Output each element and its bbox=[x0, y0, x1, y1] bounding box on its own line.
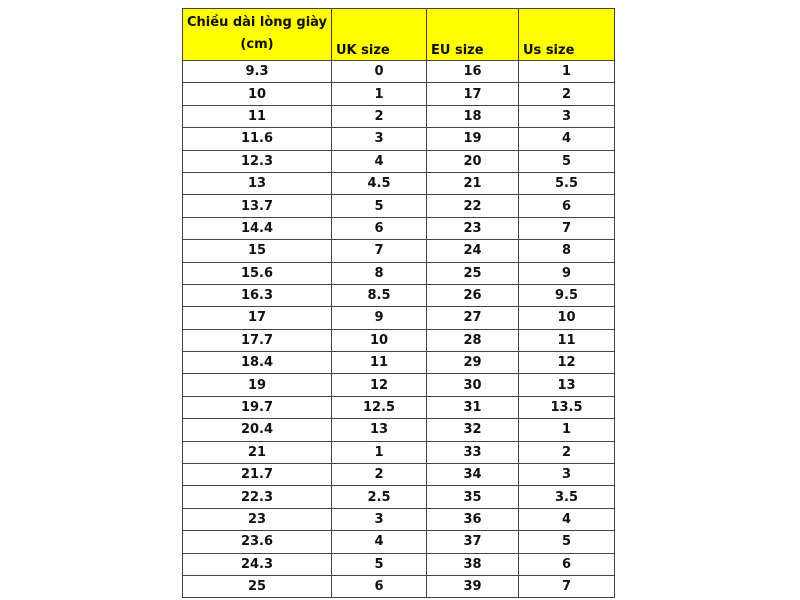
foot-length-cell: 12.3 bbox=[183, 150, 332, 172]
eu-size-cell: 37 bbox=[427, 531, 519, 553]
foot-length-cell: 14.4 bbox=[183, 217, 332, 239]
header-row bbox=[183, 9, 615, 61]
eu-size-cell: 20 bbox=[427, 150, 519, 172]
foot-length-cell: 11.6 bbox=[183, 128, 332, 150]
table-row bbox=[183, 195, 615, 217]
foot-length-cell: 19.7 bbox=[183, 396, 332, 418]
table-row bbox=[183, 329, 615, 351]
foot-length-cell: 13 bbox=[183, 172, 332, 194]
uk-size-cell: 9 bbox=[332, 307, 427, 329]
eu-size-cell: 26 bbox=[427, 284, 519, 306]
eu-size-cell: 17 bbox=[427, 83, 519, 105]
table-row bbox=[183, 486, 615, 508]
eu-size-cell: 22 bbox=[427, 195, 519, 217]
foot-length-cell: 13.7 bbox=[183, 195, 332, 217]
foot-length-cell: 23 bbox=[183, 508, 332, 530]
eu-size-cell: 28 bbox=[427, 329, 519, 351]
eu-size-cell: 16 bbox=[427, 61, 519, 83]
header-foot-length: Chiều dài lòng giày (cm) bbox=[183, 9, 332, 61]
table-row bbox=[183, 284, 615, 306]
uk-size-cell: 4 bbox=[332, 150, 427, 172]
us-size-cell: 4 bbox=[519, 128, 615, 150]
uk-size-cell: 5 bbox=[332, 553, 427, 575]
uk-size-cell: 8.5 bbox=[332, 284, 427, 306]
table-row bbox=[183, 464, 615, 486]
table-row bbox=[183, 262, 615, 284]
eu-size-cell: 25 bbox=[427, 262, 519, 284]
eu-size-cell: 24 bbox=[427, 240, 519, 262]
uk-size-cell: 0 bbox=[332, 61, 427, 83]
us-size-cell: 13.5 bbox=[519, 396, 615, 418]
uk-size-cell: 12.5 bbox=[332, 396, 427, 418]
foot-length-cell: 24.3 bbox=[183, 553, 332, 575]
table-row bbox=[183, 419, 615, 441]
eu-size-cell: 35 bbox=[427, 486, 519, 508]
table-row bbox=[183, 531, 615, 553]
table-row bbox=[183, 374, 615, 396]
uk-size-cell: 1 bbox=[332, 83, 427, 105]
table-row bbox=[183, 307, 615, 329]
us-size-cell: 7 bbox=[519, 575, 615, 597]
us-size-cell: 6 bbox=[519, 195, 615, 217]
foot-length-cell: 25 bbox=[183, 575, 332, 597]
eu-size-cell: 30 bbox=[427, 374, 519, 396]
table-row bbox=[183, 240, 615, 262]
us-size-cell: 9.5 bbox=[519, 284, 615, 306]
uk-size-cell: 11 bbox=[332, 352, 427, 374]
foot-length-cell: 16.3 bbox=[183, 284, 332, 306]
us-size-cell: 1 bbox=[519, 419, 615, 441]
table-row bbox=[183, 352, 615, 374]
uk-size-cell: 6 bbox=[332, 575, 427, 597]
uk-size-cell: 3 bbox=[332, 508, 427, 530]
foot-length-cell: 17.7 bbox=[183, 329, 332, 351]
uk-size-cell: 5 bbox=[332, 195, 427, 217]
header-uk-size: UK size bbox=[332, 9, 427, 61]
uk-size-cell: 2 bbox=[332, 464, 427, 486]
shoe-size-table bbox=[182, 8, 615, 598]
foot-length-cell: 15.6 bbox=[183, 262, 332, 284]
header-us-size: Us size bbox=[519, 9, 615, 61]
us-size-cell: 3 bbox=[519, 464, 615, 486]
foot-length-cell: 21 bbox=[183, 441, 332, 463]
foot-length-cell: 22.3 bbox=[183, 486, 332, 508]
eu-size-cell: 38 bbox=[427, 553, 519, 575]
uk-size-cell: 2.5 bbox=[332, 486, 427, 508]
table-row bbox=[183, 61, 615, 83]
eu-size-cell: 18 bbox=[427, 105, 519, 127]
foot-length-cell: 15 bbox=[183, 240, 332, 262]
table-row bbox=[183, 128, 615, 150]
table-row bbox=[183, 508, 615, 530]
us-size-cell: 8 bbox=[519, 240, 615, 262]
us-size-cell: 9 bbox=[519, 262, 615, 284]
foot-length-cell: 11 bbox=[183, 105, 332, 127]
table-row bbox=[183, 575, 615, 597]
eu-size-cell: 23 bbox=[427, 217, 519, 239]
uk-size-cell: 10 bbox=[332, 329, 427, 351]
us-size-cell: 2 bbox=[519, 83, 615, 105]
table-row bbox=[183, 553, 615, 575]
us-size-cell: 4 bbox=[519, 508, 615, 530]
us-size-cell: 6 bbox=[519, 553, 615, 575]
table-row bbox=[183, 83, 615, 105]
eu-size-cell: 31 bbox=[427, 396, 519, 418]
foot-length-cell: 10 bbox=[183, 83, 332, 105]
us-size-cell: 5.5 bbox=[519, 172, 615, 194]
eu-size-cell: 39 bbox=[427, 575, 519, 597]
eu-size-cell: 21 bbox=[427, 172, 519, 194]
header-eu-size: EU size bbox=[427, 9, 519, 61]
us-size-cell: 11 bbox=[519, 329, 615, 351]
eu-size-cell: 36 bbox=[427, 508, 519, 530]
table-row bbox=[183, 396, 615, 418]
uk-size-cell: 7 bbox=[332, 240, 427, 262]
foot-length-cell: 19 bbox=[183, 374, 332, 396]
eu-size-cell: 19 bbox=[427, 128, 519, 150]
eu-size-cell: 33 bbox=[427, 441, 519, 463]
foot-length-cell: 17 bbox=[183, 307, 332, 329]
uk-size-cell: 4 bbox=[332, 531, 427, 553]
uk-size-cell: 1 bbox=[332, 441, 427, 463]
us-size-cell: 3 bbox=[519, 105, 615, 127]
us-size-cell: 7 bbox=[519, 217, 615, 239]
foot-length-cell: 9.3 bbox=[183, 61, 332, 83]
us-size-cell: 5 bbox=[519, 531, 615, 553]
us-size-cell: 1 bbox=[519, 61, 615, 83]
uk-size-cell: 8 bbox=[332, 262, 427, 284]
uk-size-cell: 6 bbox=[332, 217, 427, 239]
eu-size-cell: 29 bbox=[427, 352, 519, 374]
us-size-cell: 2 bbox=[519, 441, 615, 463]
table-row bbox=[183, 105, 615, 127]
us-size-cell: 10 bbox=[519, 307, 615, 329]
table-row bbox=[183, 217, 615, 239]
uk-size-cell: 3 bbox=[332, 128, 427, 150]
table-row bbox=[183, 172, 615, 194]
uk-size-cell: 2 bbox=[332, 105, 427, 127]
uk-size-cell: 12 bbox=[332, 374, 427, 396]
table-row bbox=[183, 150, 615, 172]
table-row bbox=[183, 441, 615, 463]
foot-length-cell: 18.4 bbox=[183, 352, 332, 374]
us-size-cell: 5 bbox=[519, 150, 615, 172]
eu-size-cell: 32 bbox=[427, 419, 519, 441]
us-size-cell: 3.5 bbox=[519, 486, 615, 508]
eu-size-cell: 27 bbox=[427, 307, 519, 329]
us-size-cell: 13 bbox=[519, 374, 615, 396]
us-size-cell: 12 bbox=[519, 352, 615, 374]
foot-length-cell: 20.4 bbox=[183, 419, 332, 441]
uk-size-cell: 13 bbox=[332, 419, 427, 441]
eu-size-cell: 34 bbox=[427, 464, 519, 486]
foot-length-cell: 21.7 bbox=[183, 464, 332, 486]
uk-size-cell: 4.5 bbox=[332, 172, 427, 194]
foot-length-cell: 23.6 bbox=[183, 531, 332, 553]
